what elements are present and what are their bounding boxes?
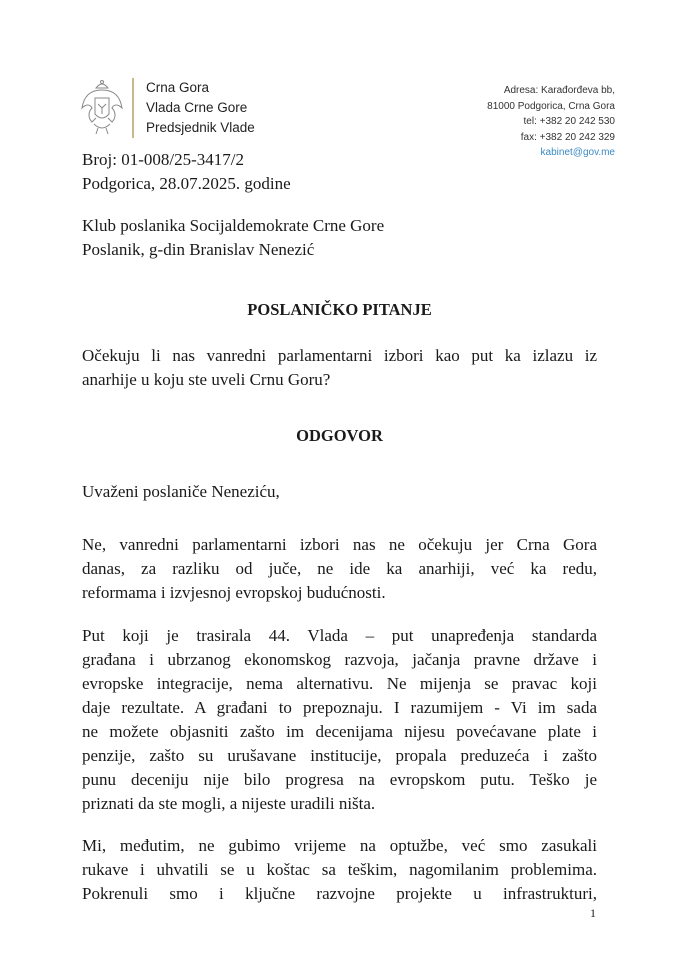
paragraph-line: priznati da ste mogli, a nijeste uradili ništa.	[82, 794, 376, 813]
page-number: 1	[590, 906, 596, 920]
paragraph-line: rukave i uhvatili se u koštac sa teškim, nagomilanim problemima.	[82, 860, 597, 879]
salutation-text: Uvaženi poslaniče Neneziću,	[82, 482, 280, 501]
answer-paragraph-1	[82, 533, 597, 605]
paragraph-line: Ne, vanredni parlamentarni izbori nas ne očekuju jer Crna Gora	[82, 535, 597, 554]
recipient-person: Poslanik, g-din Branislav Nenezić	[82, 240, 315, 259]
paragraph-line: punu deceniju nije bilo progresa na evropskom putu. Teško je	[82, 770, 597, 789]
question-text	[82, 344, 597, 392]
recipient-club: Klub poslanika Socijaldemokrate Crne Gore	[82, 216, 385, 235]
address-street: Adresa: Karađorđeva bb,	[503, 85, 615, 96]
address-fax: fax: +382 20 242 329	[520, 131, 615, 143]
salutation	[82, 480, 597, 504]
reference-block	[82, 148, 597, 196]
letterhead-organization	[146, 78, 255, 138]
answer-heading: ODGOVOR	[296, 426, 383, 445]
paragraph-line: penzije, zašto su urušavane institucije, propala preduzeća i zašto	[82, 746, 597, 765]
paragraph-line: reformama i izvjesnoj evropskoj budućnosti.	[82, 583, 386, 602]
org-country: Crna Gora	[146, 80, 210, 95]
reference-number: Broj: 01-008/25-3417/2	[82, 150, 244, 169]
recipient-block	[82, 214, 597, 262]
question-heading: POSLANIČKO PITANJE	[247, 300, 432, 319]
paragraph-line: ne možete objasniti zašto im decenijama nijesu povećavane plate i	[82, 722, 597, 741]
paragraph-line: Put koji je trasirala 44. Vlada – put unapređenja standarda	[82, 626, 597, 645]
answer-paragraph-2	[82, 624, 597, 816]
reference-date: Podgorica, 28.07.2025. godine	[82, 174, 291, 193]
address-phone: tel: +382 20 242 530	[523, 116, 615, 127]
letterhead-divider	[132, 78, 134, 138]
question-line: Očekuju li nas vanredni parlamentarni izbori kao put ka izlazu iz	[82, 346, 597, 365]
answer-paragraph-3	[82, 834, 597, 906]
paragraph-line: evropske integracije, nema alternativu. Ne mijenja se pravac koji	[82, 674, 597, 693]
paragraph-line: Pokrenuli smo i ključne razvojne projekte u infrastrukturi,	[82, 884, 597, 903]
coat-of-arms-icon	[80, 78, 124, 136]
paragraph-line: danas, za razliku od juče, ne ide ka anarhiji, već ka redu,	[82, 559, 597, 578]
email-link[interactable]: kabinet@gov.me	[540, 147, 615, 158]
org-government: Vlada Crne Gore	[146, 100, 248, 115]
org-office: Predsjednik Vlade	[146, 120, 255, 135]
paragraph-line: Mi, međutim, ne gubimo vrijeme na optužbe, već smo zasukali	[82, 836, 597, 855]
address-city: 81000 Podgorica, Crna Gora	[487, 100, 615, 112]
paragraph-line: daje rezultate. A građani to prepoznaju. I razumijem - Vi im sada	[82, 698, 597, 717]
question-line: anarhije u koju ste uveli Crnu Goru?	[82, 370, 331, 389]
paragraph-line: građana i ubrzanog ekonomskog razvoja, jačanja pravne države i	[82, 650, 597, 669]
